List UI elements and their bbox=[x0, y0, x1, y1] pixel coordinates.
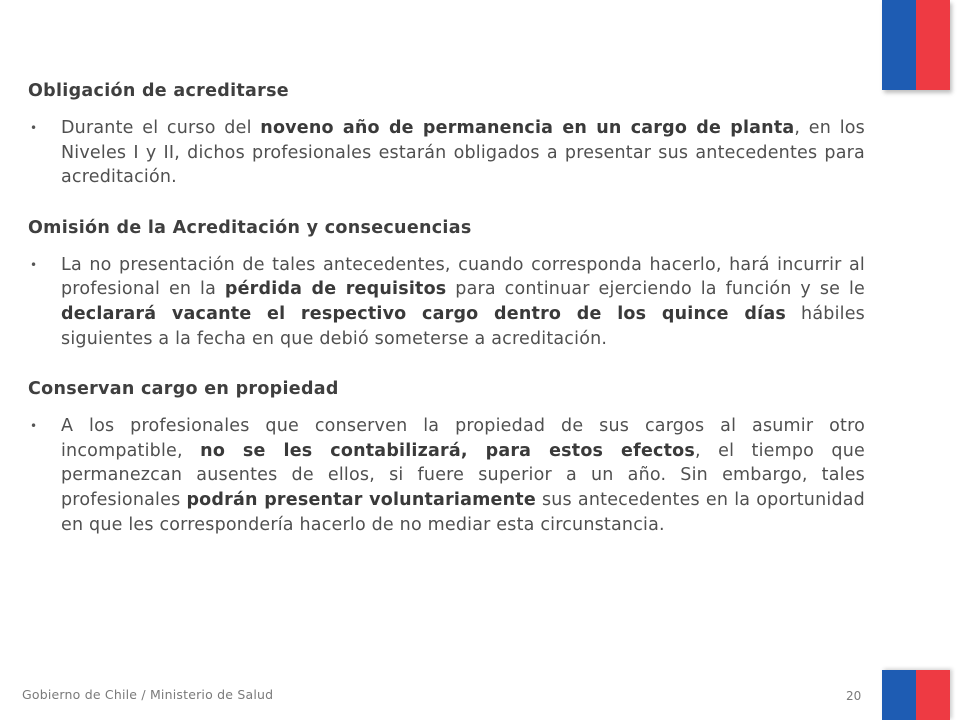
text-run: Durante el curso del bbox=[61, 118, 261, 138]
text-run: La no presentación de tales antecedentes, cuando corresponda hacerlo, hará incurrir al profesional en la bbox=[61, 254, 865, 300]
bullet-icon: • bbox=[30, 257, 38, 272]
bullet-paragraph bbox=[28, 253, 865, 351]
slide-content bbox=[28, 78, 865, 562]
section-obligacion bbox=[28, 78, 865, 190]
flag-red-stripe bbox=[916, 0, 950, 90]
text-run: hábiles siguientes a la fecha en que debió someterse a acreditación. bbox=[61, 303, 865, 349]
flag-blue-stripe bbox=[882, 670, 916, 720]
text-run-bold: podrán presentar voluntariamente bbox=[186, 489, 536, 510]
page-number: 20 bbox=[846, 689, 862, 703]
bullet-icon: • bbox=[30, 419, 38, 434]
flag-blue-stripe bbox=[882, 0, 916, 90]
text-run-bold: noveno año de permanencia en un cargo de planta bbox=[260, 118, 795, 138]
section-omision bbox=[28, 215, 865, 351]
footer-organization: Gobierno de Chile / Ministerio de Salud bbox=[22, 687, 274, 702]
section-heading: Conservan cargo en propiedad bbox=[28, 379, 339, 400]
section-heading: Obligación de acreditarse bbox=[28, 81, 289, 101]
bullet-paragraph bbox=[28, 116, 865, 190]
flag-red-stripe bbox=[916, 670, 950, 720]
text-run-bold: no se les contabilizará, para estos efectos bbox=[200, 440, 695, 461]
text-run: para continuar ejerciendo la función y se le bbox=[446, 279, 865, 300]
text-run-bold: declarará vacante el respectivo cargo dentro de los quince días bbox=[61, 303, 786, 324]
text-run: , en los Niveles I y II, dichos profesionales estarán obligados a presentar sus antecedentes para acreditación. bbox=[61, 118, 865, 188]
section-conservan bbox=[28, 376, 865, 537]
text-run: , el tiempo que permanezcan ausentes de ellos, si fuere superior a un año. Sin embargo, tales profesionales bbox=[61, 440, 865, 510]
bullet-icon: • bbox=[30, 121, 38, 135]
text-run-bold: pérdida de requisitos bbox=[224, 279, 447, 300]
bullet-paragraph bbox=[28, 414, 865, 537]
text-run: sus antecedentes en la oportunidad en que les correspondería hacerlo de no mediar esta circunstancia. bbox=[61, 489, 865, 535]
section-heading: Omisión de la Acreditación y consecuencias bbox=[28, 217, 472, 238]
flag-decoration-bottom bbox=[882, 670, 950, 720]
text-run: A los profesionales que conserven la propiedad de sus cargos al asumir otro incompatible, bbox=[61, 416, 865, 461]
flag-decoration-top bbox=[882, 0, 950, 90]
